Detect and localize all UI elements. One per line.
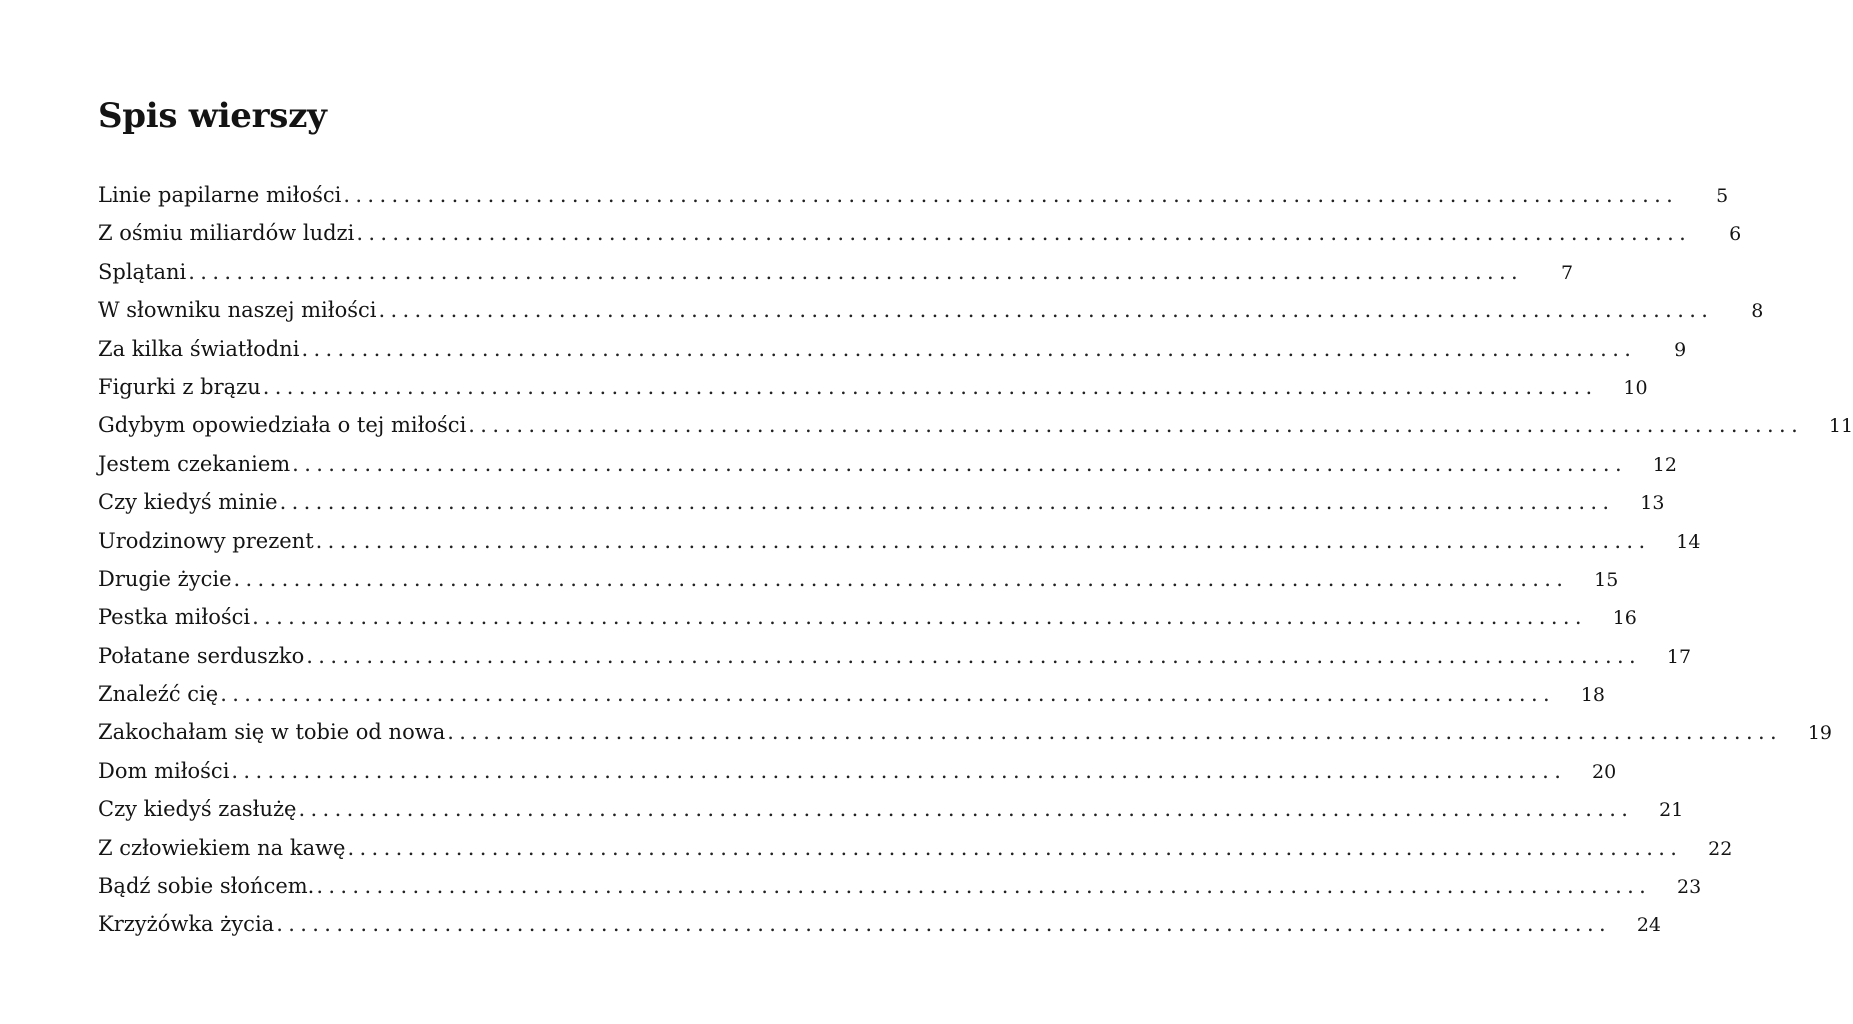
- toc-entry[interactable]: [98, 905, 1661, 943]
- dot-leader: ...............................................................................................................: [262, 374, 1598, 399]
- toc-entry-title: Czy kiedyś minie: [98, 490, 278, 515]
- toc-entry-page-number: 7: [1560, 261, 1574, 284]
- toc-entry-page-number: 15: [1594, 568, 1619, 591]
- toc-entry[interactable]: [98, 675, 1605, 713]
- page-title: Spis wierszy: [98, 96, 327, 136]
- toc-entry-title: Znaleźć cię: [98, 682, 219, 707]
- toc-entry[interactable]: [98, 598, 1637, 636]
- toc-entry-title: Jestem czekaniem: [98, 451, 291, 476]
- dot-leader: ...............................................................................................................: [301, 336, 1637, 361]
- dot-leader: ...............................................................................................................: [306, 643, 1642, 668]
- toc-entry[interactable]: [98, 829, 1733, 867]
- toc-entry-title: Krzyżówka życia: [98, 912, 275, 937]
- toc-entry-title: Za kilka światłodni: [98, 336, 300, 361]
- toc-entry-page-number: 8: [1751, 300, 1764, 323]
- toc-entry-title: Dom miłości: [98, 758, 230, 783]
- toc-entry[interactable]: [98, 253, 1574, 291]
- toc-entry[interactable]: [98, 522, 1701, 560]
- toc-entry[interactable]: [98, 291, 1764, 329]
- dot-leader: ...............................................................................................................: [252, 605, 1587, 630]
- toc-entry-title: Z ośmiu miliardów ludzi: [98, 221, 355, 246]
- toc-entry-page-number: 14: [1676, 530, 1701, 553]
- dot-leader: ...............................................................................................................: [356, 221, 1692, 246]
- toc-entry-title: Połatane serduszko: [98, 643, 305, 668]
- toc-entry[interactable]: [98, 560, 1619, 598]
- toc-entry-page-number: 11: [1828, 415, 1853, 438]
- toc-entry-page-number: 19: [1807, 722, 1833, 745]
- dot-leader: ...............................................................................................................: [188, 259, 1524, 284]
- toc-entry[interactable]: [98, 406, 1853, 444]
- toc-entry-page-number: 21: [1659, 799, 1684, 822]
- toc-entry-title: Czy kiedyś zasłużę: [98, 797, 297, 822]
- dot-leader: ...............................................................................................................: [220, 682, 1555, 707]
- toc-entry-title: Zakochałam się w tobie od nowa: [98, 720, 446, 745]
- toc-entry[interactable]: [98, 790, 1684, 828]
- toc-entry[interactable]: [98, 330, 1687, 368]
- toc-entry[interactable]: [98, 637, 1692, 675]
- toc-entry-page-number: 22: [1708, 837, 1733, 860]
- dot-leader: ...............................................................................................................: [231, 758, 1567, 783]
- toc-entry-title: Splątani: [98, 259, 187, 284]
- dot-leader: ...............................................................................................................: [315, 528, 1651, 553]
- toc-entry-page-number: 6: [1729, 223, 1742, 246]
- toc-entry-page-number: 10: [1623, 376, 1648, 399]
- toc-entry[interactable]: [98, 483, 1665, 521]
- toc-entry-page-number: 23: [1676, 876, 1702, 899]
- toc-list: [98, 176, 1853, 944]
- toc-entry-title: W słowniku naszej miłości: [98, 298, 377, 323]
- toc-entry-page-number: 20: [1592, 760, 1617, 783]
- toc-entry[interactable]: [98, 214, 1742, 252]
- toc-entry-title: Pestka miłości: [98, 605, 251, 630]
- dot-leader: ...............................................................................................................: [233, 566, 1569, 591]
- dot-leader: ...............................................................................................................: [316, 874, 1652, 899]
- toc-entry-page-number: 13: [1640, 492, 1665, 515]
- toc-entry-page-number: 18: [1580, 684, 1605, 707]
- toc-entry-page-number: 12: [1652, 453, 1677, 476]
- toc-entry-title: Figurki z brązu: [98, 374, 261, 399]
- toc-entry-title: Gdybym opowiedziała o tej miłości: [98, 413, 467, 438]
- toc-entry[interactable]: [98, 368, 1648, 406]
- toc-entry-page-number: 24: [1636, 914, 1661, 937]
- toc-entry[interactable]: [98, 176, 1729, 214]
- dot-leader: ...............................................................................................................: [468, 413, 1804, 438]
- toc-entry[interactable]: [98, 445, 1677, 483]
- dot-leader: ...............................................................................................................: [279, 490, 1615, 515]
- dot-leader: ...............................................................................................................: [298, 797, 1634, 822]
- toc-entry-title: Bądź sobie słońcem.: [98, 874, 315, 899]
- toc-entry-page-number: 16: [1612, 607, 1637, 630]
- dot-leader: ...............................................................................................................: [343, 183, 1679, 207]
- toc-entry[interactable]: [98, 752, 1617, 790]
- dot-leader: ...............................................................................................................: [447, 720, 1783, 745]
- toc-entry-page-number: 9: [1674, 338, 1687, 361]
- dot-leader: ...............................................................................................................: [347, 835, 1683, 860]
- toc-entry[interactable]: [98, 867, 1702, 905]
- toc-entry-title: Z człowiekiem na kawę: [98, 835, 346, 860]
- dot-leader: ...............................................................................................................: [276, 912, 1611, 937]
- toc-entry-title: Urodzinowy prezent: [98, 528, 314, 553]
- toc-entry-title: Linie papilarne miłości: [98, 183, 342, 207]
- toc-entry-title: Drugie życie: [98, 566, 232, 591]
- toc-entry-page-number: 17: [1666, 645, 1692, 668]
- dot-leader: ...............................................................................................................: [292, 451, 1627, 476]
- dot-leader: ...............................................................................................................: [378, 298, 1714, 323]
- toc-entry[interactable]: [98, 713, 1833, 751]
- toc-entry-page-number: 5: [1716, 185, 1729, 207]
